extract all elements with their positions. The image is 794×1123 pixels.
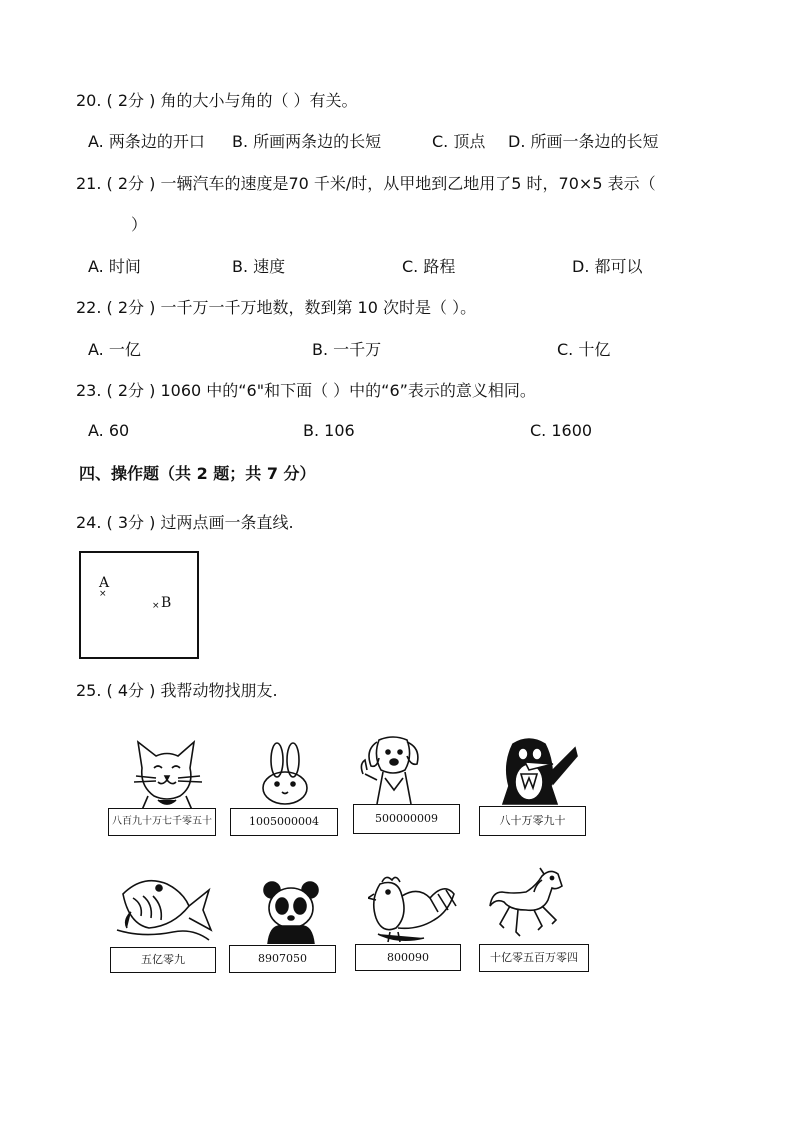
q20-option-c: C. 顶点: [432, 132, 486, 151]
q21-option-c: C. 路程: [402, 257, 456, 276]
section-heading: 四、操作题（共 2 题；共 7 分）: [79, 464, 316, 483]
q21-option-a: A. 时间: [88, 257, 141, 276]
row1-label-3: 500000009: [353, 804, 460, 834]
point-a-mark: ×: [99, 589, 107, 599]
panda-icon: [260, 880, 322, 944]
row2-label-1: 五亿零九: [110, 947, 216, 973]
q24-stem: 24. ( 3分 ) 过两点画一条直线.: [76, 513, 294, 532]
q22-option-c: C. 十亿: [557, 340, 611, 359]
q21-option-d: D. 都可以: [572, 257, 643, 276]
row1-label-1: 八百九十万七千零五十: [108, 808, 216, 836]
row2-label-3: 800090: [355, 944, 461, 971]
q22-stem: 22. ( 2分 ) 一千万一千万地数，数到第 10 次时是（ ）。: [76, 298, 477, 317]
rabbit-icon: [258, 742, 312, 806]
q20-stem: 20. ( 2分 ) 角的大小与角的（ ）有关。: [76, 91, 358, 110]
row1-label-2: 1005000004: [230, 808, 338, 836]
q23-stem: 23. ( 2分 ) 1060 中的“6"和下面（ ）中的“6”表示的意义相同。: [76, 381, 536, 400]
q22-option-a: A. 一亿: [88, 340, 141, 359]
row1-label-4: 八十万零九十: [479, 806, 586, 836]
horse-icon: [486, 866, 572, 946]
point-b-mark: ×: [152, 601, 160, 611]
rooster-icon: [368, 872, 460, 944]
penguin-icon: [493, 734, 583, 806]
cat-icon: [128, 738, 206, 810]
q23-option-a: A. 60: [88, 421, 130, 440]
point-b-label: B: [161, 595, 172, 611]
q22-option-b: B. 一千万: [312, 340, 382, 359]
q21-stem-continuation: ）: [131, 215, 148, 234]
q23-option-b: B. 106: [303, 421, 355, 440]
dog-icon: [355, 734, 435, 806]
row2-label-4: 十亿零五百万零四: [479, 944, 589, 972]
q23-option-c: C. 1600: [530, 421, 593, 440]
point-a-label: A: [99, 575, 110, 591]
q25-stem: 25. ( 4分 ) 我帮动物找朋友.: [76, 681, 278, 700]
row2-label-2: 8907050: [229, 945, 336, 973]
q21-stem: 21. ( 2分 ) 一辆汽车的速度是70 千米/时，从甲地到乙地用了5 时，70×5 表示（: [76, 174, 656, 193]
q20-option-b: B. 所画两条边的长短: [232, 132, 382, 151]
fish-icon: [113, 874, 213, 946]
q20-option-a: A. 两条边的开口: [88, 132, 205, 151]
drawing-box: [79, 551, 199, 659]
q21-option-b: B. 速度: [232, 257, 286, 276]
q20-option-d: D. 所画一条边的长短: [508, 132, 659, 151]
